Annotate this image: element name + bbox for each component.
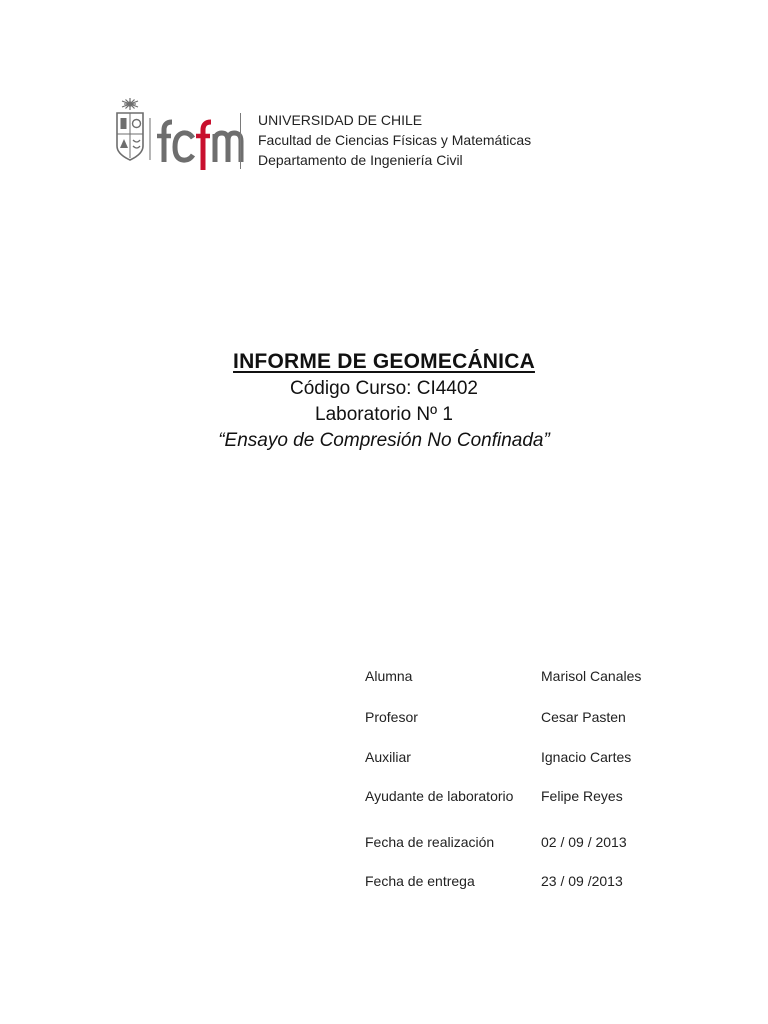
title-block bbox=[0, 348, 768, 454]
detail-row-student bbox=[365, 668, 695, 688]
university-name: UNIVERSIDAD DE CHILE bbox=[258, 112, 423, 128]
detail-value: 23 / 09 /2013 bbox=[541, 873, 623, 889]
detail-label: Profesor bbox=[365, 709, 418, 725]
report-title: INFORME DE GEOMECÁNICA bbox=[233, 350, 535, 373]
lab-number: Laboratorio Nº 1 bbox=[315, 404, 453, 425]
institution-block bbox=[258, 110, 531, 170]
detail-value: Marisol Canales bbox=[541, 668, 642, 684]
report-subtitle: “Ensayo de Compresión No Confinada” bbox=[218, 430, 550, 451]
department-name: Departamento de Ingeniería Civil bbox=[258, 152, 463, 168]
university-crest-icon bbox=[117, 98, 143, 160]
detail-label: Auxiliar bbox=[365, 749, 411, 765]
detail-value: 02 / 09 / 2013 bbox=[541, 834, 627, 850]
detail-row-assistant bbox=[365, 749, 695, 769]
header-divider bbox=[240, 113, 241, 169]
detail-value: Ignacio Cartes bbox=[541, 749, 632, 765]
detail-label: Fecha de realización bbox=[365, 834, 495, 850]
detail-label: Alumna bbox=[365, 668, 413, 684]
detail-row-lab-helper bbox=[365, 788, 695, 808]
detail-value: Cesar Pasten bbox=[541, 709, 626, 725]
detail-row-date-performed bbox=[365, 834, 695, 854]
detail-label: Ayudante de laboratorio bbox=[365, 788, 514, 804]
faculty-name: Facultad de Ciencias Físicas y Matemáticas bbox=[258, 132, 532, 148]
detail-row-professor bbox=[365, 709, 695, 729]
course-code: Código Curso: CI4402 bbox=[290, 378, 478, 399]
detail-value: Felipe Reyes bbox=[541, 788, 623, 804]
detail-label: Fecha de entrega bbox=[365, 873, 475, 889]
fcfm-logo bbox=[114, 96, 244, 172]
detail-row-date-delivered bbox=[365, 873, 695, 893]
